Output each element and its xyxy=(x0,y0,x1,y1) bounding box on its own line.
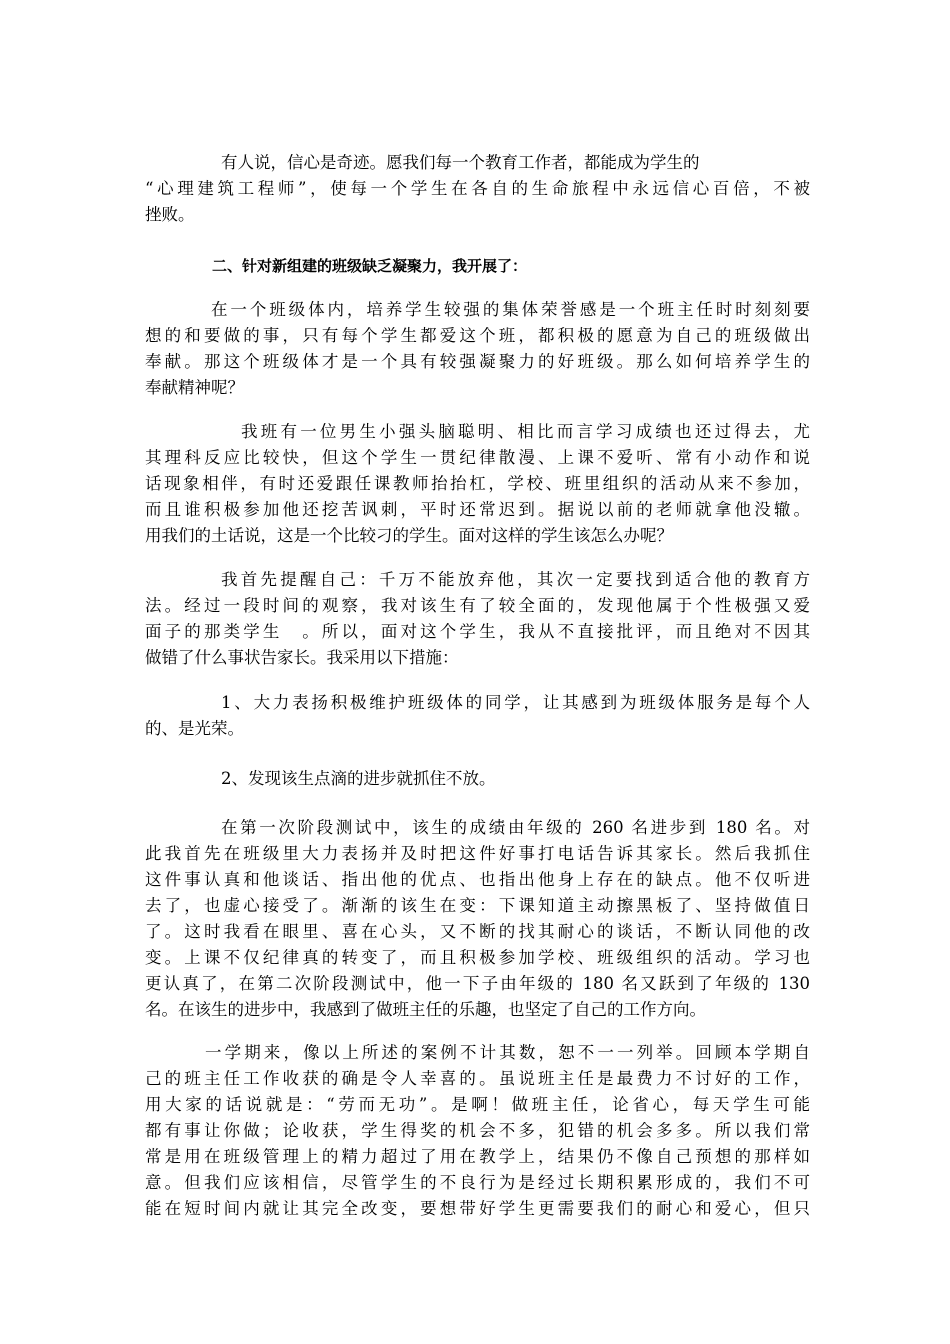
text-line: 意。但我们应该相信，尽管学生的不良行为是经过长期积累形成的，我们不可 xyxy=(145,1173,810,1192)
section-heading: 二、针对新组建的班级缺乏凝聚力，我开展了： xyxy=(212,257,528,275)
text-line: 都有事让你做；论收获，学生得奖的机会不多，犯错的机会多多。所以我们常 xyxy=(145,1121,810,1140)
text-line: 我班有一位男生小强头脑聪明、相比而言学习成绩也还过得去，尤 xyxy=(241,422,810,441)
text-line: 1、大力表扬积极维护班级体的同学，让其感到为班级体服务是每个人 xyxy=(221,693,810,712)
text-line: 面子的那类学生 。所以，面对这个学生，我从不直接批评，而且绝对不因其 xyxy=(145,622,810,641)
text-line: 去了，也虚心接受了。渐渐的该生在变：下课知道主动擦黑板了、坚持做值日 xyxy=(145,896,810,915)
text-line: 己的班主任工作收获的确是令人幸喜的。虽说班主任是最费力不讨好的工作， xyxy=(145,1069,810,1088)
text-line: 变。上课不仅纪律真的转变了，而且积极参加学校、班级组织的活动。学习也 xyxy=(145,948,810,967)
text-line: 挫败。 xyxy=(145,205,195,224)
text-line: 常是用在班级管理上的精力超过了用在教学上，结果仍不像自己预想的那样如 xyxy=(145,1147,810,1166)
text-line: 想的和要做的事，只有每个学生都爱这个班，都积极的愿意为自己的班级做出 xyxy=(145,326,810,345)
text-line: 奉献。那这个班级体才是一个具有较强凝聚力的好班级。那么如何培养学生的 xyxy=(145,352,810,371)
text-line: 了。这时我看在眼里、喜在心头，又不断的找其耐心的谈话，不断认同他的改 xyxy=(145,922,810,941)
text-line: 更认真了，在第二次阶段测试中，他一下子由年级的 180 名又跃到了年级的 130 xyxy=(145,974,810,993)
paragraph-2 xyxy=(145,297,810,401)
text-line: “心理建筑工程师”，使每一个学生在各自的生命旅程中永远信心百倍，不被 xyxy=(145,179,810,198)
paragraph-8 xyxy=(145,1040,810,1222)
text-line: 2、发现该生点滴的进步就抓住不放。 xyxy=(221,769,496,788)
text-line: 话现象相伴，有时还爱跟任课教师抬抬杠，学校、班里组织的活动从来不参加， xyxy=(145,474,810,493)
text-line: 奉献精神呢？ xyxy=(145,378,244,397)
text-line: 而且谁积极参加他还挖苦讽刺，平时还常迟到。据说以前的老师就拿他没辙。 xyxy=(145,500,810,519)
text-line: 我首先提醒自己：千万不能放弃他，其次一定要找到适合他的教育方 xyxy=(221,570,810,589)
paragraph-5 xyxy=(145,690,810,742)
text-line: 有人说，信心是奇迹。愿我们每一个教育工作者，都能成为学生的 xyxy=(221,153,700,172)
text-line: 其理科反应比较快，但这个学生一贯纪律散漫、上课不爱听、常有小动作和说 xyxy=(145,448,810,467)
paragraph-4 xyxy=(145,567,810,671)
paragraph-6 xyxy=(145,766,810,792)
text-line: 能在短时间内就让其完全改变，要想带好学生更需要我们的耐心和爱心，但只 xyxy=(145,1199,810,1218)
text-line: 这件事认真和他谈话、指出他的优点、也指出他身上存在的缺点。他不仅听进 xyxy=(145,870,810,889)
text-line: 名。在该生的进步中，我感到了做班主任的乐趣，也坚定了自己的工作方向。 xyxy=(145,1000,706,1019)
text-line: 在第一次阶段测试中，该生的成绩由年级的 260 名进步到 180 名。对 xyxy=(221,818,810,837)
text-line: 用我们的土话说，这是一个比较刁的学生。面对这样的学生该怎么办呢？ xyxy=(145,526,673,545)
text-line: 在一个班级体内，培养学生较强的集体荣誉感是一个班主任时时刻刻要 xyxy=(211,300,810,319)
text-line: 的、是光荣。 xyxy=(145,719,244,738)
paragraph-3 xyxy=(145,419,810,549)
paragraph-7 xyxy=(145,815,810,1023)
text-line: 一学期来，像以上所述的案例不计其数，恕不一一列举。回顾本学期自 xyxy=(205,1043,810,1062)
text-line: 做错了什么事状告家长。我采用以下措施： xyxy=(145,648,459,667)
text-line: 法。经过一段时间的观察，我对该生有了较全面的，发现他属于个性极强又爱 xyxy=(145,596,810,615)
text-line: 此我首先在班级里大力表扬并及时把这件好事打电话告诉其家长。然后我抓住 xyxy=(145,844,810,863)
text-line: 用大家的话说就是：“劳而无功”。是啊！做班主任，论省心，每天学生可能 xyxy=(145,1095,810,1114)
paragraph-1 xyxy=(145,150,810,228)
